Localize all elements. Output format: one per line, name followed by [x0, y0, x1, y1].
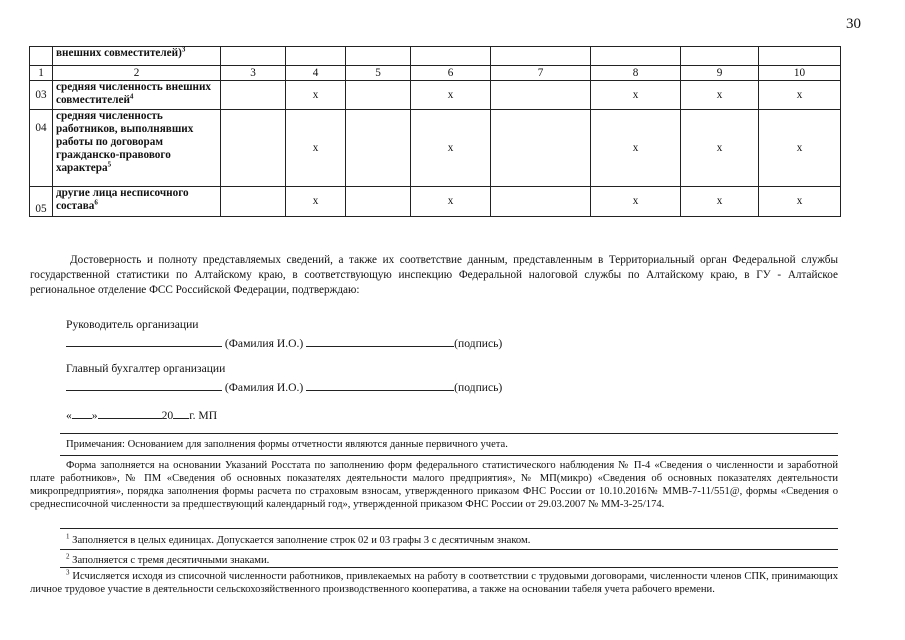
column-header: 6	[411, 66, 491, 81]
column-header: 8	[591, 66, 681, 81]
table-cell	[30, 47, 53, 66]
row-code: 04	[30, 110, 53, 187]
statistics-form-table	[29, 46, 841, 217]
table-cell	[221, 81, 286, 110]
table-cell: x	[286, 110, 346, 187]
table-header-row	[30, 66, 841, 81]
table-cell: x	[411, 81, 491, 110]
table-row	[30, 81, 841, 110]
column-header: 2	[53, 66, 221, 81]
column-header: 1	[30, 66, 53, 81]
footnote-2: $^2$ Заполняется с тремя десятичными знаками.	[66, 552, 270, 566]
table-cell	[346, 110, 411, 187]
page-number: 30	[846, 16, 861, 32]
table-cell: x	[759, 81, 841, 110]
table-row	[30, 187, 841, 217]
divider	[60, 528, 838, 529]
table-cell: x	[286, 187, 346, 217]
basis-note: Форма заполняется на основании Указаний Росстата по заполнению форм федерального статистического наблюдения № П-4 «Сведения о численности и заработной плате работников», № ПМ «Сведения об основных показателях деятельности малого предприятия», № МП(микро) «Сведения об основных показателях деятельности микропредприятия», порядка заполнения формы расчета по страховым взносам, утвержденного приказом ФНС России от 10.10.2016№ ММВ-7-11/551@, формы «Сведения о среднесписочной численности за предшествующий календарный год», утвержденной приказом ФНС России от 29.03.2007 № ММ-3-25/174.	[30, 460, 838, 510]
table-cell	[221, 187, 286, 217]
table-cell: x	[759, 187, 841, 217]
divider	[60, 433, 838, 434]
accountant-name-line[interactable]	[66, 378, 222, 391]
row-code: 05	[30, 187, 53, 217]
accountant-title: Главный бухгалтер организации	[66, 362, 226, 375]
head-title: Руководитель организации	[66, 318, 199, 331]
name-hint: (Фамилия И.О.)	[224, 337, 304, 350]
month-field[interactable]	[98, 406, 162, 419]
table-cell: x	[759, 110, 841, 187]
footnote-1: $^1$ Заполняется в целых единицах. Допускается заполнение строк 02 и 03 графы 3 с десятичным знаком.	[66, 532, 531, 546]
day-field[interactable]	[72, 406, 92, 419]
table-cell: x	[681, 81, 759, 110]
table-cell: x	[591, 187, 681, 217]
head-signature-line[interactable]	[306, 334, 454, 347]
row-label: средняя численность работников, выполнявших работы по договорам гражданско-правового характера$^5$	[53, 110, 221, 187]
column-header: 10	[759, 66, 841, 81]
year-field[interactable]	[173, 406, 189, 419]
table-cell	[491, 187, 591, 217]
table-cell: x	[591, 81, 681, 110]
date-line: « » 20 г. МП	[66, 406, 217, 422]
table-cell	[491, 110, 591, 187]
divider	[60, 455, 838, 456]
table-cell	[346, 81, 411, 110]
table-row	[30, 110, 841, 187]
row-label: другие лица несписочного состава$^6$	[53, 187, 221, 217]
divider	[60, 549, 838, 550]
table-cell	[346, 187, 411, 217]
table-cell: x	[591, 110, 681, 187]
column-header: 4	[286, 66, 346, 81]
row-label: средняя численность внешних совместителей$^4$	[53, 81, 221, 110]
primary-note: Примечания: Основанием для заполнения формы отчетности являются данные первичного учета.	[66, 439, 508, 450]
table-row-continuation	[30, 47, 841, 66]
column-header: 9	[681, 66, 759, 81]
accountant-signature-line[interactable]	[306, 378, 454, 391]
column-header: 3	[221, 66, 286, 81]
table-cell: x	[681, 110, 759, 187]
head-name-line[interactable]	[66, 334, 222, 347]
column-header: 5	[346, 66, 411, 81]
table-cell: x	[411, 110, 491, 187]
table-cell-label: внешних совместителей)$^3$	[53, 47, 221, 66]
footnote-3: $^3$ Исчисляется исходя из списочной численности работников, привлекаемых на работу в соответствии с трудовыми договорами, численности членов СПК, принимающих личное трудовое участие в деятельности сельскохозяйственного производственного кооператива, а также на основании табеля учета рабочего времени.	[30, 568, 838, 595]
accountant-signature-block	[66, 362, 502, 394]
table-cell: x	[286, 81, 346, 110]
signature-hint: (подпись)	[454, 337, 503, 350]
signature-hint: (подпись)	[454, 381, 503, 394]
certification-statement: Достоверность и полноту представляемых сведений, а также их соответствие данным, представленным в Территориальный орган Федеральной службы государственной статистики по Алтайскому краю, в соответствующую инспекцию Федеральной налоговой службы по Алтайскому краю, в ГУ - Алтайское региональное отделение ФСС Российской Федерации, подтверждаю:	[30, 254, 838, 296]
name-hint: (Фамилия И.О.)	[224, 381, 304, 394]
table-cell	[491, 81, 591, 110]
table-cell	[221, 110, 286, 187]
divider	[60, 567, 838, 568]
column-header: 7	[491, 66, 591, 81]
table-cell: x	[411, 187, 491, 217]
table-cell: x	[681, 187, 759, 217]
row-code: 03	[30, 81, 53, 110]
head-signature-block	[66, 318, 502, 350]
